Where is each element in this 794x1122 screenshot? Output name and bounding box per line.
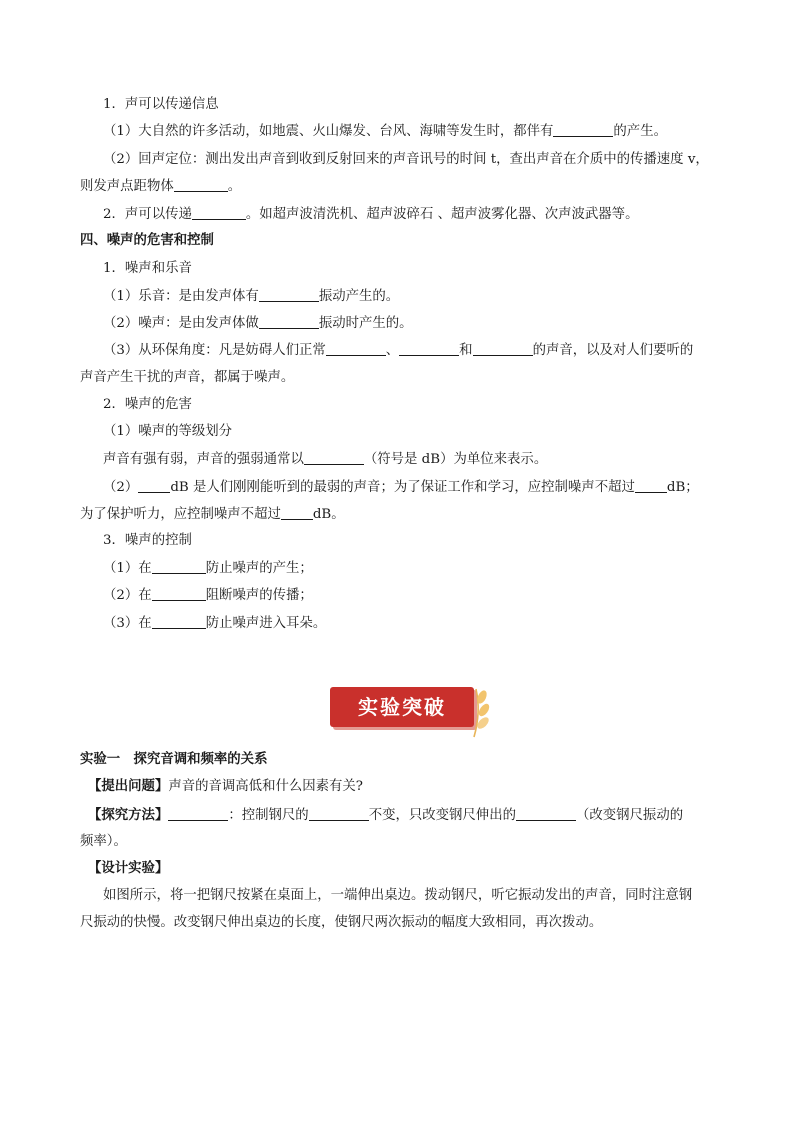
blank[interactable] [174, 177, 228, 192]
line-4: 则发声点距物体 。 [80, 179, 242, 194]
design-heading: 【设计实验】 [88, 861, 169, 876]
line-1: 1．声可以传递信息 [103, 97, 219, 112]
blank[interactable] [152, 614, 206, 629]
blank[interactable] [309, 806, 369, 821]
blank[interactable] [259, 287, 319, 302]
blank[interactable] [281, 505, 313, 520]
line-e2: 【提出问题】声音的音调高低和什么因素有关? [88, 779, 363, 794]
blank[interactable] [635, 478, 667, 493]
blank[interactable] [516, 806, 576, 821]
banner-title: 实验突破 [358, 695, 446, 719]
line-6: 1．噪声和乐音 [103, 261, 192, 276]
line-e4: 频率）。 [80, 834, 127, 849]
blank[interactable] [304, 450, 364, 465]
blank[interactable] [399, 341, 459, 356]
blank[interactable] [473, 341, 533, 356]
line-14: （2） dB 是人们刚刚能听到的最弱的声音；为了保证工作和学习，应控制噪声不超过 dB； [103, 480, 699, 495]
line-3: （2）回声定位：测出发出声音到收到反射回来的声音讯号的时间 t，查出声音在介质中的传播速度 v， [103, 152, 709, 167]
line-17: （1）在 防止噪声的产生； [103, 561, 313, 576]
experiment-title: 实验一 探究音调和频率的关系 [80, 752, 268, 767]
line-15: 为了保护听力，应控制噪声不超过 dB。 [80, 507, 345, 522]
line-19: （3）在 防止噪声进入耳朵。 [103, 616, 327, 631]
line-16: 3．噪声的控制 [103, 533, 192, 548]
blank[interactable] [553, 122, 613, 137]
blank[interactable] [168, 806, 228, 821]
blank[interactable] [259, 314, 319, 329]
line-18: （2）在 阻断噪声的传播； [103, 588, 313, 603]
line-10: 声音产生干扰的声音，都属于噪声。 [80, 370, 295, 385]
line-e7: 尺振动的快慢。改变钢尺伸出桌边的长度，使钢尺两次振动的幅度大致相同，再次拨动。 [80, 915, 603, 930]
blank[interactable] [152, 586, 206, 601]
line-e3: 【探究方法】 ：控制钢尺的 不变，只改变钢尺伸出的 （改变钢尺振动的 [88, 808, 684, 823]
blank[interactable] [326, 341, 386, 356]
line-2: （1）大自然的许多活动，如地震、火山爆发、台风、海啸等发生时，都伴有 的产生。 [103, 124, 667, 139]
line-12: （1）噪声的等级划分 [103, 424, 233, 439]
blank[interactable] [152, 559, 206, 574]
line-5: 2．声可以传递 。如超声波清洗机、超声波碎石 、超声波雾化器、次声波武器等。 [103, 207, 639, 222]
line-7: （1）乐音：是由发声体有 振动产生的。 [103, 289, 400, 304]
section-banner [330, 683, 490, 739]
line-8: （2）噪声：是由发声体做 振动时产生的。 [103, 316, 413, 331]
line-9: （3）从环保角度：凡是妨碍人们正常 、 和 的声音，以及对人们要听的 [103, 343, 694, 358]
line-11: 2．噪声的危害 [103, 397, 192, 412]
line-e6: 如图所示，将一把钢尺按紧在桌面上，一端伸出桌边。拨动钢尺，听它振动发出的声音，同时注意钢 [103, 888, 693, 903]
line-13: 声音有强有弱，声音的强弱通常以 （符号是 dB）为单位来表示。 [103, 452, 548, 467]
blank[interactable] [192, 205, 246, 220]
blank[interactable] [138, 478, 170, 493]
section-heading-4: 四、噪声的危害和控制 [80, 233, 214, 248]
laurel-leaf-icon [470, 683, 492, 739]
